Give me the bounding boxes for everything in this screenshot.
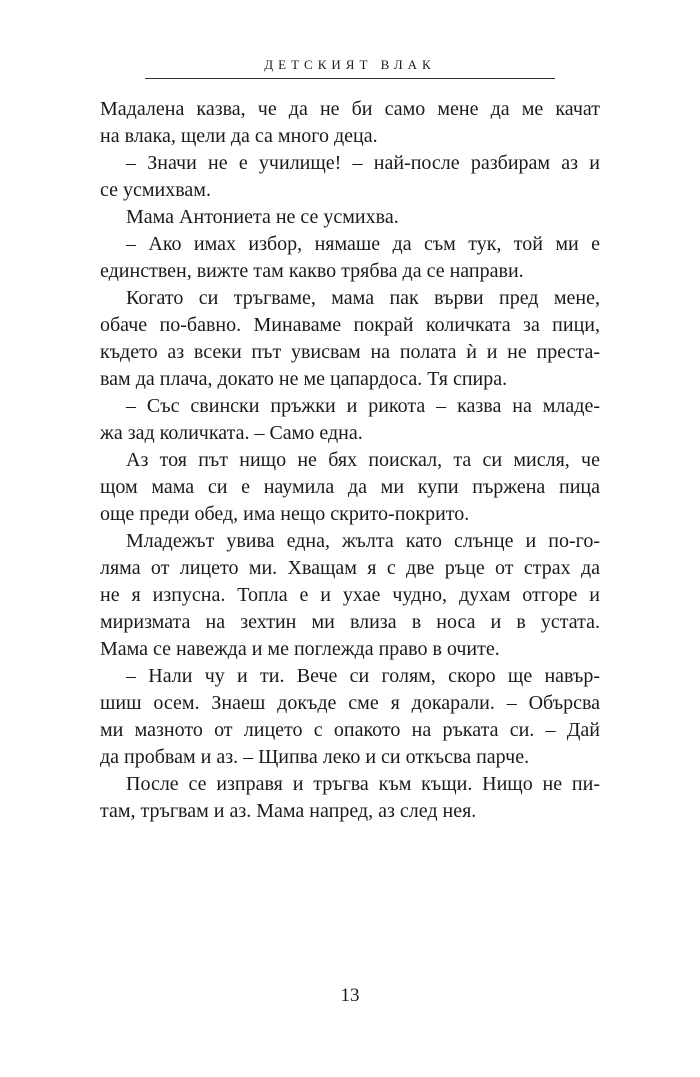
header-rule xyxy=(145,78,555,79)
text-line: Мама Антониета не се усмихва. xyxy=(126,206,399,228)
text-line: – Ако имах избор, нямаше да съм тук, той ми е xyxy=(126,233,600,255)
text-line: ляма от лицето ми. Хващам я с две ръце от страх да xyxy=(100,557,600,579)
text-line: миризмата на зехтин ми влиза в носа и в устата. xyxy=(100,611,600,633)
text-line: Мадалена казва, че да не би само мене да ме качат xyxy=(100,98,600,120)
text-line: После се изправя и тръгва към къщи. Нищо не пи- xyxy=(126,773,600,795)
text-line: се усмихвам. xyxy=(100,179,211,201)
body-text xyxy=(100,96,600,825)
text-line: Младежът увива една, жълта като слънце и по-го- xyxy=(126,530,600,552)
text-line: единствен, вижте там какво трябва да се направи. xyxy=(100,260,524,282)
text-line: щом мама си е наумила да ми купи пържена пица xyxy=(100,476,600,498)
text-line: – Нали чу и ти. Вече си голям, скоро ще навър- xyxy=(126,665,600,687)
text-line: – Значи не е училище! – най-после разбирам аз и xyxy=(126,152,600,174)
text-line: Когато си тръгваме, мама пак върви пред мене, xyxy=(126,287,600,309)
text-line: на влака, щели да са много деца. xyxy=(100,125,378,147)
text-line: – Със свински пръжки и рикота – казва на младе- xyxy=(126,395,600,417)
page-number: 13 xyxy=(340,985,360,1006)
running-head-title: ДЕТСКИЯТ ВЛАК xyxy=(264,57,436,72)
text-line: Аз тоя път нищо не бях поискал, та си мисля, че xyxy=(126,449,600,471)
text-line: вам да плача, докато не ме цапардоса. Тя спира. xyxy=(100,368,508,390)
text-line: жа зад количката. – Само една. xyxy=(100,422,363,444)
text-line: да пробвам и аз. – Щипва леко и си откъсва парче. xyxy=(100,746,530,768)
text-line: там, тръгвам и аз. Мама напред, аз след нея. xyxy=(100,800,477,822)
text-line: обаче по-бавно. Минаваме покрай количката за пици, xyxy=(100,314,600,336)
text-line: шиш осем. Знаеш докъде сме я докарали. – Обърсва xyxy=(100,692,600,714)
text-line: Мама се навежда и ме поглежда право в очите. xyxy=(100,638,500,660)
text-line: ми мазното от лицето с опакото на ръката си. – Дай xyxy=(100,719,600,741)
text-line: не я изпусна. Топла е и ухае чудно, духам отгоре и xyxy=(100,584,600,606)
text-line: още преди обед, има нещо скрито-покрито. xyxy=(100,503,470,525)
text-line: където аз всеки път увисвам на полата ѝ и не преста- xyxy=(100,341,600,363)
